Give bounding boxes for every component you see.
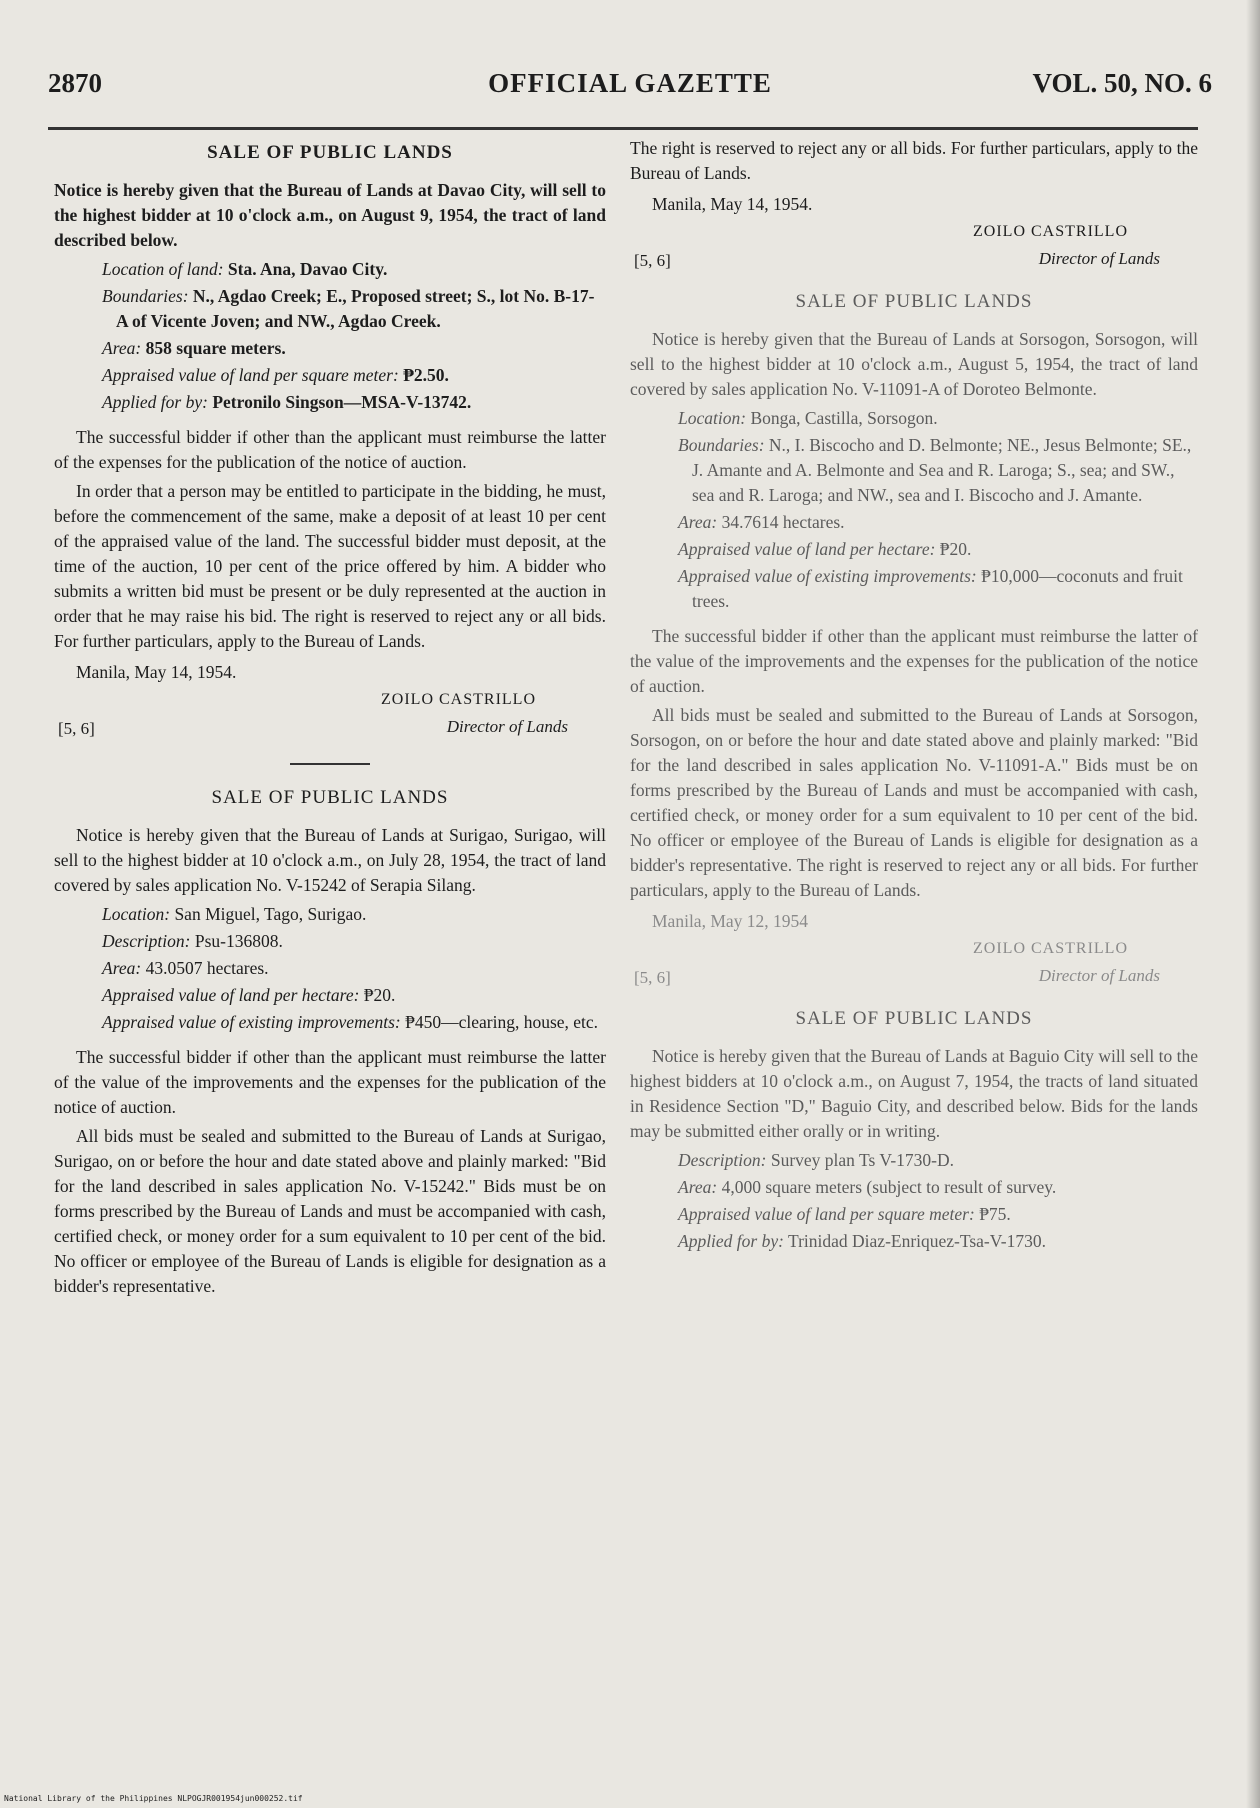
notice-item: Appraised value of existing improvements: ₱10,000—coconuts and fruit trees. xyxy=(678,566,1183,611)
notice-paragraph: In order that a person may be entitled to participate in the bidding, he must, before the commencement of the same, make a deposit of at least 10 per cent of the appraised value of the land. The successful bidder must deposit, at the time of the auction, 10 per cent of the price offered by him. A bidder who submits a written bid must be present or be duly represented at the auction in order that he may raise his bid. The right is reserved to reject any or all bids. For further particulars, apply to the Bureau of Lands. xyxy=(54,481,606,651)
header-rule xyxy=(48,127,1198,130)
notice-davao xyxy=(54,142,606,753)
notice-item: Area: 4,000 square meters (subject to result of survey. xyxy=(678,1177,1057,1197)
place-date: Manila, May 12, 1954 xyxy=(652,911,809,931)
signatory-name: ZOILO CASTRILLO xyxy=(381,691,536,708)
issue-reference: [5, 6] xyxy=(58,719,95,738)
notice-paragraph: The successful bidder if other than the applicant must reimburse the latter of the value of the improvements and the expenses for the publication of the notice of auction. xyxy=(54,1047,606,1117)
signature-block xyxy=(54,691,606,753)
notice-item: Appraised value of existing improvements: ₱450—clearing, house, etc. xyxy=(102,1012,599,1032)
notice-intro: Notice is hereby given that the Bureau of Lands at Baguio City will sell to the highest bidders at 10 o'clock a.m., on August 7, 1954, the tracts of land situated in Residence Section "D," Baguio City, and described below. Bids for the lands may be submitted either orally or in writing. xyxy=(630,1046,1198,1141)
notice-item: Appraised value of land per square meter: ₱75. xyxy=(678,1204,1011,1224)
volume-number: VOL. 50, NO. 6 xyxy=(1032,68,1212,98)
page-number: 2870 xyxy=(48,68,102,98)
notice-baguio xyxy=(630,1008,1198,1254)
issue-reference: [5, 6] xyxy=(634,968,671,987)
notice-paragraph: All bids must be sealed and submitted to the Bureau of Lands at Surigao, Surigao, on or before the hour and date stated above and plainly marked: "Bid for the land described in sales application No. V-15242." Bids must be on forms prescribed by the Bureau of Lands and must be accompanied with cash, certified check, or money order for a sum equivalent to 10 per cent of the bid. No officer or employee of the Bureau of Lands is eligible for designation as a bidder's representative. xyxy=(54,1126,606,1296)
place-date: Manila, May 14, 1954. xyxy=(76,662,237,682)
left-column xyxy=(54,136,606,1303)
notice-item: Applied for by: Trinidad Diaz-Enriquez-Tsa-V-1730. xyxy=(678,1231,1046,1251)
notice-item: Appraised value of land per hectare: ₱20. xyxy=(102,985,396,1005)
notice-item: Location: San Miguel, Tago, Surigao. xyxy=(102,904,367,924)
notice-surigao xyxy=(54,787,606,1299)
notice-item: Applied for by: Petronilo Singson—MSA-V-13742. xyxy=(102,392,472,412)
section-divider xyxy=(290,763,370,765)
notice-item: Boundaries: N., I. Biscocho and D. Belmonte; NE., Jesus Belmonte; SE., J. Amante and A. Belmonte and Sea and R. Laroga; S., sea; and SW., sea and R. Laroga; and NW., sea and I. Biscocho and J. Amante. xyxy=(678,435,1192,505)
notice-paragraph: The right is reserved to reject any or all bids. For further particulars, apply to the Bureau of Lands. xyxy=(630,138,1198,183)
notice-heading: SALE OF PUBLIC LANDS xyxy=(795,291,1033,312)
notice-intro: Notice is hereby given that the Bureau of Lands at Sorsogon, Sorsogon, will sell to the highest bidder at 10 o'clock a.m., August 5, 1954, the tract of land covered by sales application No. V-11091-A of Doroteo Belmonte. xyxy=(630,329,1198,399)
notice-item: Area: 43.0507 hectares. xyxy=(102,958,269,978)
right-column xyxy=(630,136,1198,1256)
notice-heading: SALE OF PUBLIC LANDS xyxy=(207,142,453,163)
signatory-name: ZOILO CASTRILLO xyxy=(973,223,1128,240)
notice-surigao-continued xyxy=(630,136,1198,285)
page-header xyxy=(48,68,1212,108)
notice-intro: Notice is hereby given that the Bureau of Lands at Davao City, will sell to the highest bidder at 10 o'clock a.m., on August 9, 1954, the tract of land described below. xyxy=(54,180,606,250)
signature-block xyxy=(630,223,1198,285)
notice-item: Appraised value of land per hectare: ₱20. xyxy=(678,539,972,559)
notice-paragraph: All bids must be sealed and submitted to the Bureau of Lands at Sorsogon, Sorsogon, on or before the hour and date stated above and plainly marked: "Bid for the land described in sales application No. V-11091-A." Bids must be on forms prescribed by the Bureau of Lands and must be accompanied with cash, certified check, or money order for a sum equivalent to 10 per cent of the bid. No officer or employee of the Bureau of Lands is eligible for designation as a bidder's representative. The right is reserved to reject any or all bids. For further particulars, apply to the Bureau of Lands. xyxy=(630,705,1198,900)
publication-title: OFFICIAL GAZETTE xyxy=(488,68,772,98)
notice-sorsogon xyxy=(630,291,1198,1002)
notice-item: Appraised value of land per square meter: ₱2.50. xyxy=(102,365,449,385)
signatory-title: Director of Lands xyxy=(1038,249,1160,268)
signatory-name: ZOILO CASTRILLO xyxy=(973,940,1128,957)
notice-item: Area: 34.7614 hectares. xyxy=(678,512,845,532)
notice-heading: SALE OF PUBLIC LANDS xyxy=(211,787,449,808)
notice-item: Area: 858 square meters. xyxy=(102,338,286,358)
notice-paragraph: The successful bidder if other than the applicant must reimburse the latter of the expenses for the publication of the notice of auction. xyxy=(54,427,606,472)
notice-intro: Notice is hereby given that the Bureau of Lands at Surigao, Surigao, will sell to the highest bidder at 10 o'clock a.m., on July 28, 1954, the tract of land covered by sales application No. V-15242 of Serapia Silang. xyxy=(54,825,606,895)
signature-block xyxy=(630,940,1198,1002)
signatory-title: Director of Lands xyxy=(1038,966,1160,985)
signatory-title: Director of Lands xyxy=(446,717,568,736)
notice-item: Location: Bonga, Castilla, Sorsogon. xyxy=(678,408,938,428)
notice-heading: SALE OF PUBLIC LANDS xyxy=(795,1008,1033,1029)
page-edge-shadow xyxy=(1246,0,1260,1808)
scan-caption: National Library of the Philippines NLPOGJR001954jun000252.tif xyxy=(4,1794,303,1803)
issue-reference: [5, 6] xyxy=(634,251,671,270)
notice-paragraph: The successful bidder if other than the applicant must reimburse the latter of the value of the improvements and the expenses for the publication of the notice of auction. xyxy=(630,626,1198,696)
notice-item: Description: Survey plan Ts V-1730-D. xyxy=(678,1150,955,1170)
notice-item: Description: Psu-136808. xyxy=(102,931,283,951)
notice-item: Location of land: Sta. Ana, Davao City. xyxy=(102,259,388,279)
notice-item: Boundaries: N., Agdao Creek; E., Proposed street; S., lot No. B-17-A of Vicente Joven; and NW., Agdao Creek. xyxy=(102,286,595,331)
place-date: Manila, May 14, 1954. xyxy=(652,194,813,214)
